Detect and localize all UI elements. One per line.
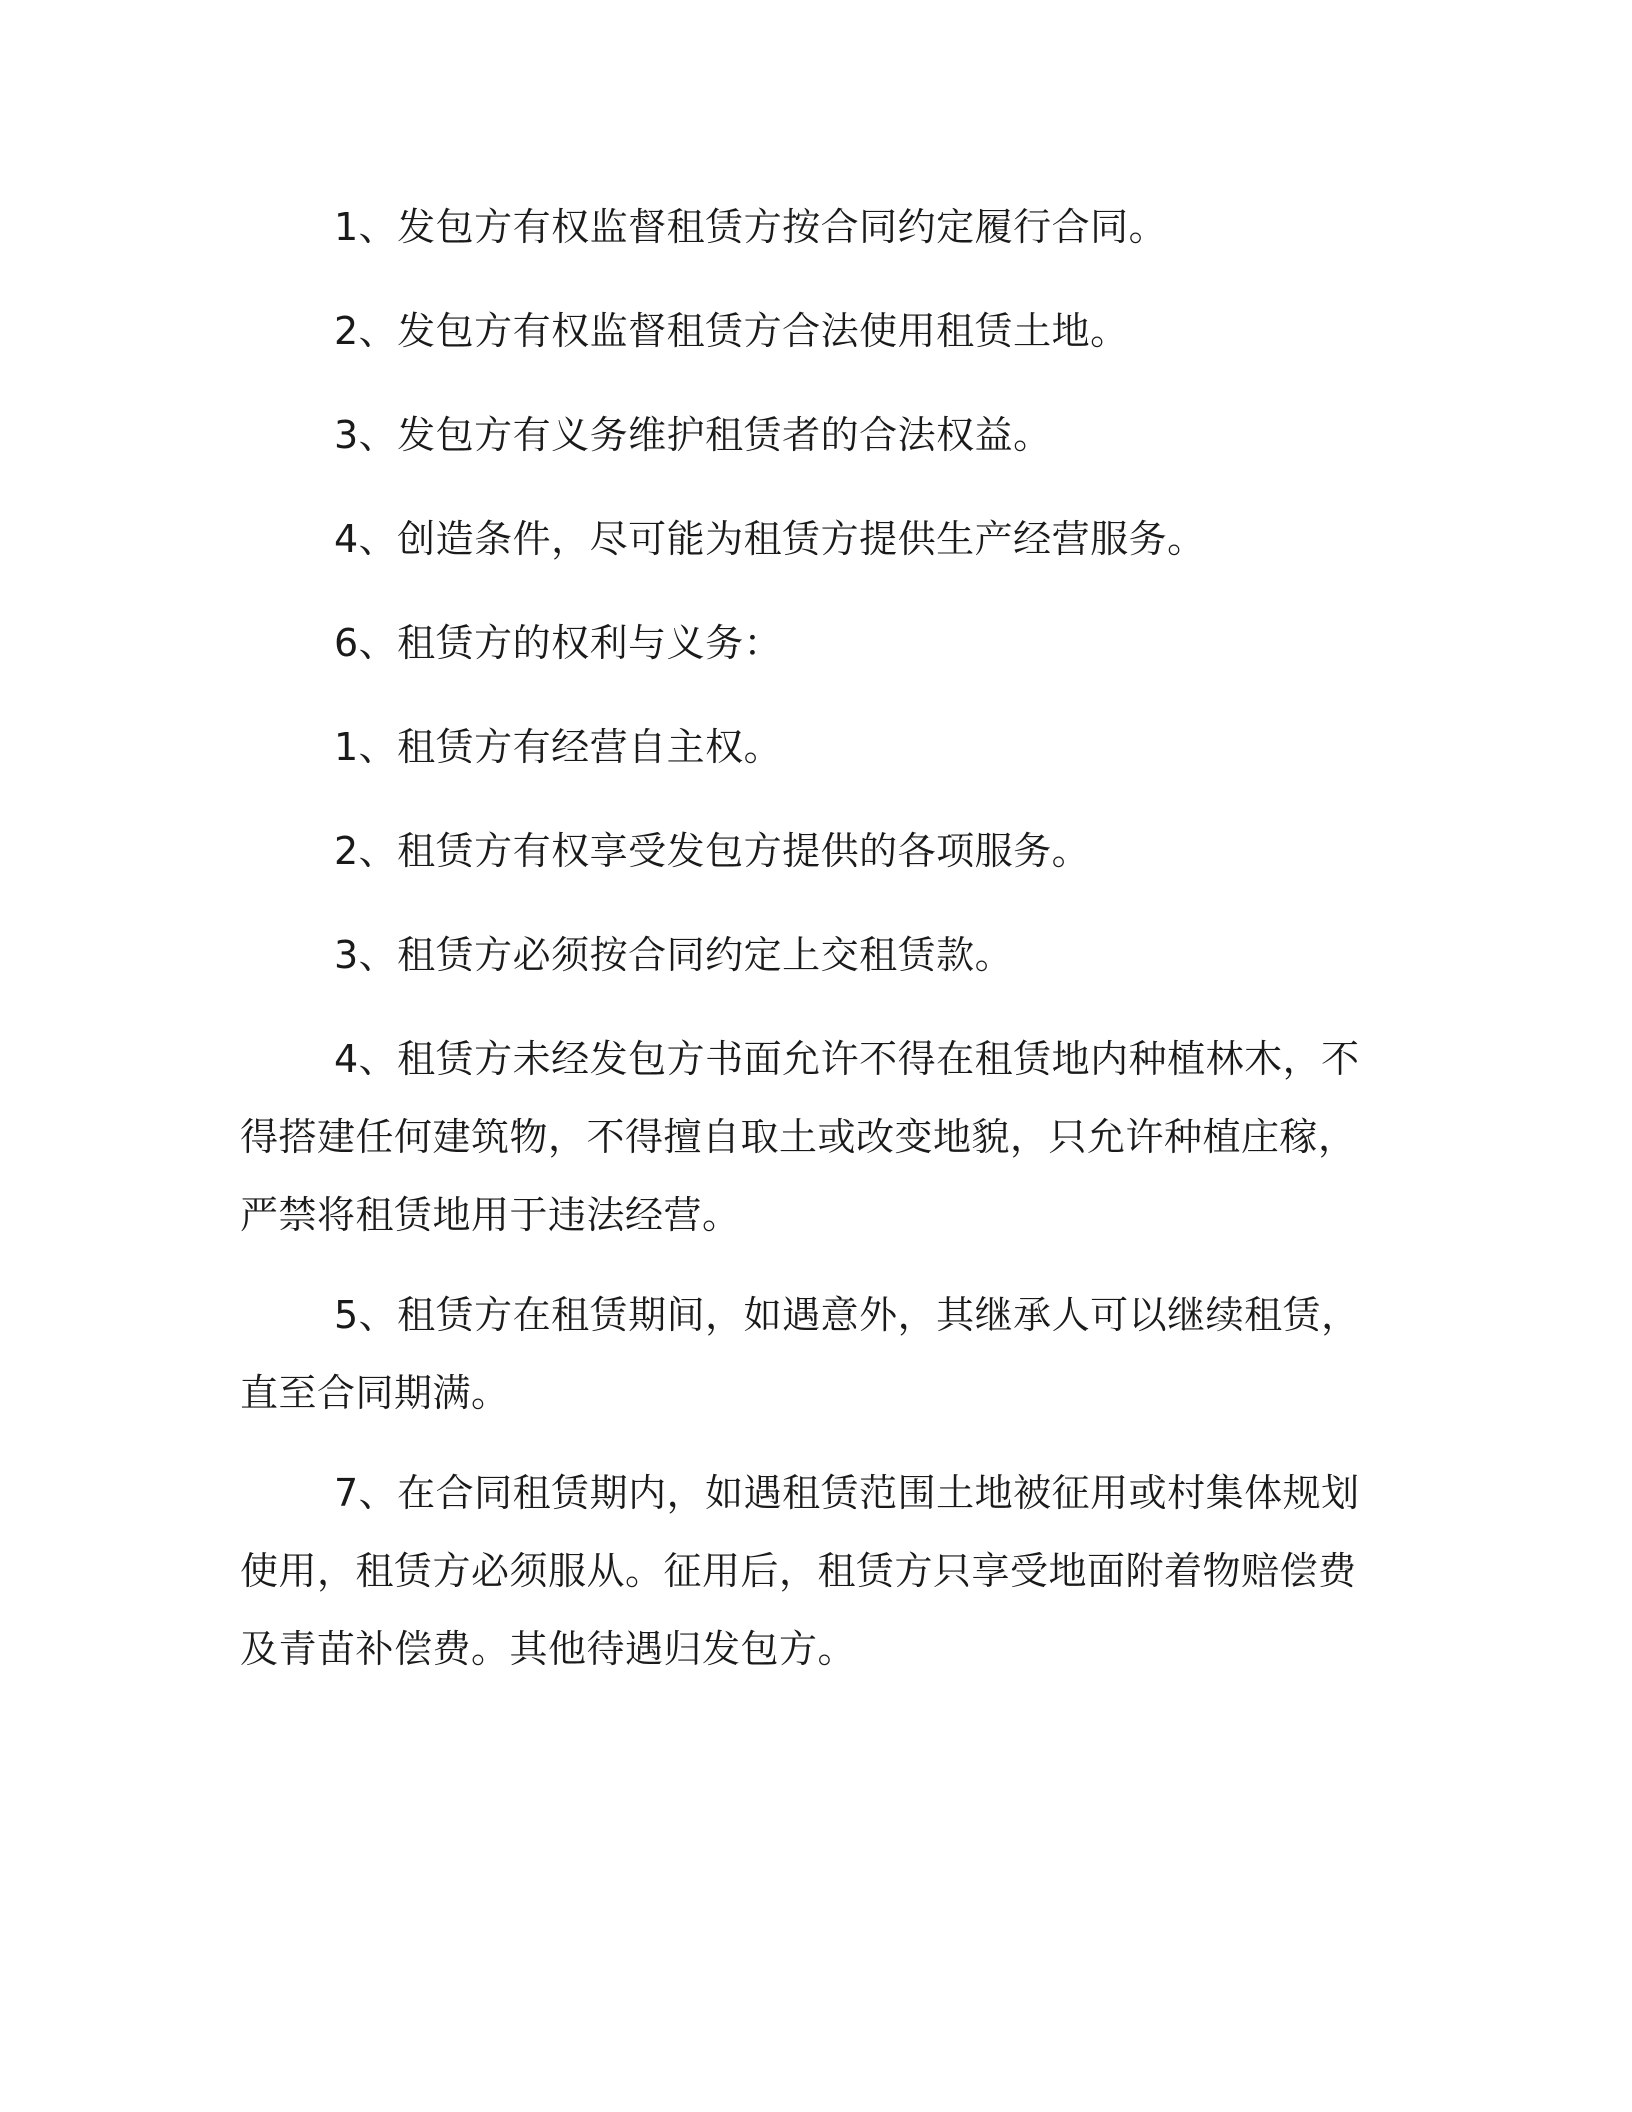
paragraph-8: 3、租赁方必须按合同约定上交租赁款。 [334, 933, 1014, 977]
paragraph-2: 2、发包方有权监督租赁方合法使用租赁土地。 [334, 309, 1129, 353]
paragraph-4: 4、创造条件，尽可能为租赁方提供生产经营服务。 [334, 517, 1206, 561]
paragraph-9: 4、租赁方未经发包方书面允许不得在租赁地内种植林木，不得搭建任何建筑物，不得擅自取土或改变地貌，只允许种植庄稼，严禁将租赁地用于违法经营。 [240, 1037, 1360, 1237]
paragraph-10: 5、租赁方在租赁期间，如遇意外，其继承人可以继续租赁，直至合同期满。 [240, 1293, 1360, 1415]
paragraph-3: 3、发包方有义务维护租赁者的合法权益。 [334, 413, 1052, 457]
paragraph-1: 1、发包方有权监督租赁方按合同约定履行合同。 [334, 205, 1168, 249]
paragraph-7: 2、租赁方有权享受发包方提供的各项服务。 [334, 829, 1091, 873]
paragraph-11: 7、在合同租赁期内，如遇租赁范围土地被征用或村集体规划使用，租赁方必须服从。征用后，租赁方只享受地面附着物赔偿费及青苗补偿费。其他待遇归发包方。 [240, 1471, 1360, 1671]
document-body [240, 188, 1370, 1710]
section-heading: 6、租赁方的权利与义务： [334, 621, 783, 665]
paragraph-6: 1、租赁方有经营自主权。 [334, 725, 783, 769]
